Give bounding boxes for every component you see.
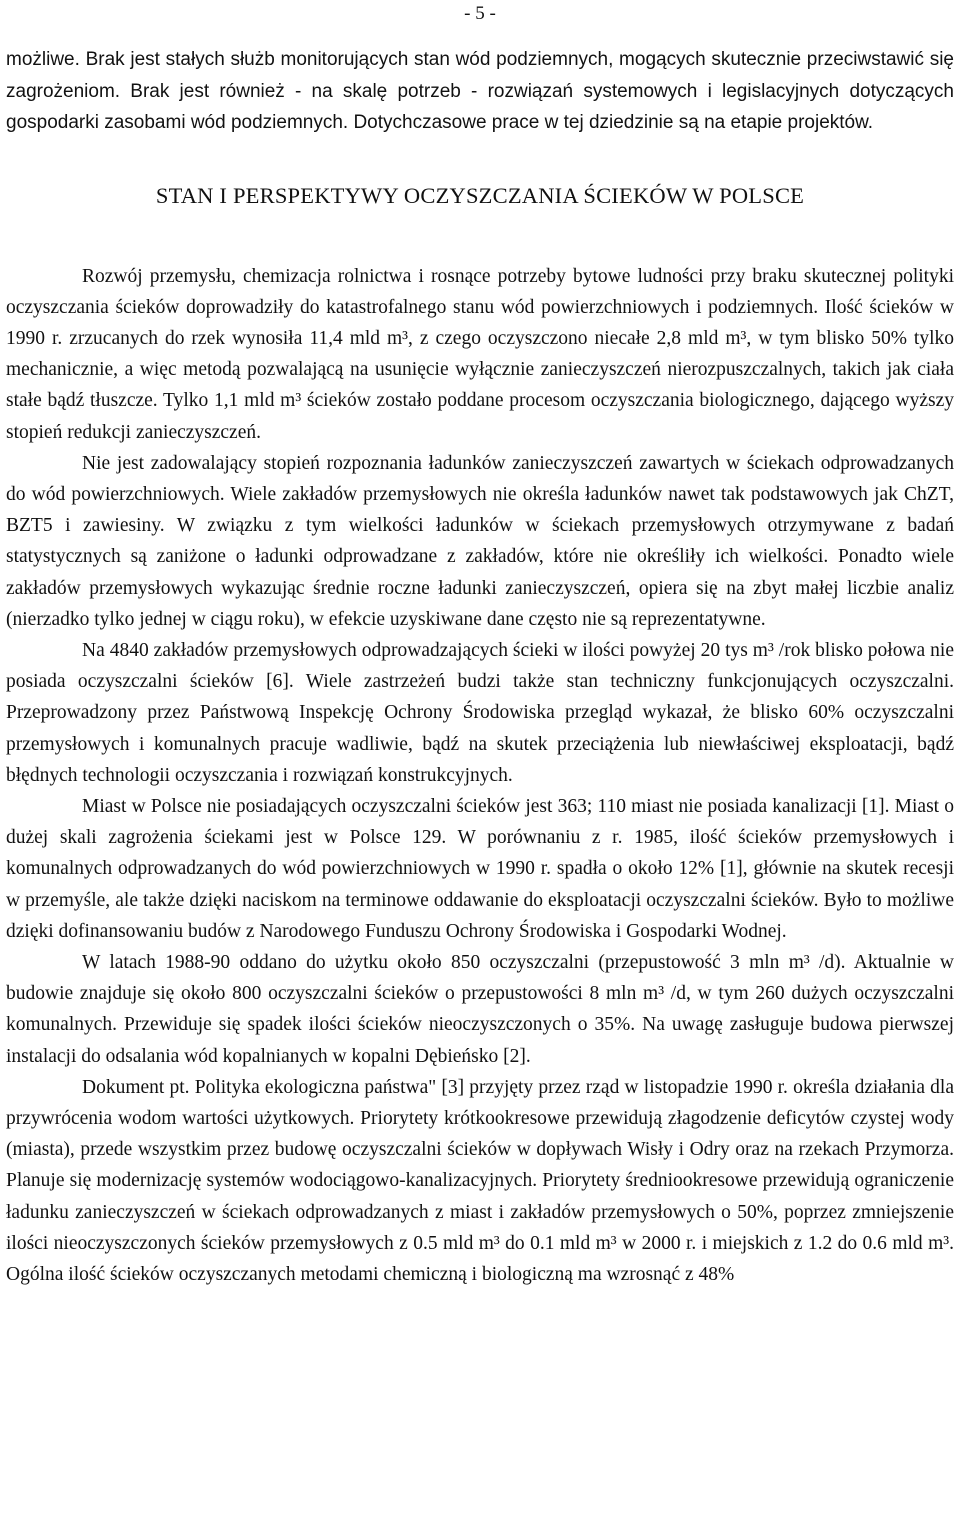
body-paragraph-1: Rozwój przemysłu, chemizacja rolnictwa i rosnące potrzeby bytowe ludności przy braku skutecznej polityki oczyszczania ścieków doprowadziły do katastrofalnego stanu wód powierzchniowych i podziemnych. Ilość ścieków w 1990 r. zrzucanych do rzek wynosiła 11,4 mld m³, z czego oczyszczono niecałe 2,8 mld m³, w tym blisko 50% tylko mechanicznie, a więc metodą pozwalającą na usunięcie wyłącznie zanieczyszczeń nierozpuszczalnych, takich jak ciała stałe bądź tłuszcze. Tylko 1,1 mld m³ ścieków zostało poddane procesom oczyszczania biologicznego, dającego wyższy stopień redukcji zanieczyszczeń. — [6, 265, 954, 443]
body-paragraph-6: Dokument pt. Polityka ekologiczna państwa" [3] przyjęty przez rząd w listopadzie 1990 r. określa działania dla przywrócenia wodom wartości użytkowych. Priorytety krótkookresowe przewidują złagodzenie deficytów czystej wody (miasta), przede wszystkim przez budowę oczyszczalni ścieków w dopływach Wisły i Odry oraz na rzekach Przymorza. Planuje się modernizację systemów wodociągowo-kanalizacyjnych. Priorytety średniookresowe przewidują ograniczenie ładunku zanieczyszczeń w ściekach odprowadzanych z miast i zakładów przemysłowych o 50%, poprzez zmniejszenie ilości nieoczyszczonych ścieków przemysłowych z 0.5 mld m³ do 0.1 mld m³ w 2000 r. i miejskich z 1.2 do 0.6 mld m³. Ogólna ilość ścieków oczyszczanych metodami chemiczną i biologiczną ma wzrosnąć z 48% — [6, 1076, 954, 1285]
body-paragraph-2: Nie jest zadowalający stopień rozpoznania ładunków zanieczyszczeń zawartych w ściekach odprowadzanych do wód powierzchniowych. Wiele zakładów przemysłowych nie określa ładunków nawet tak podstawowych jak ChZT, BZT5 i zawiesiny. W związku z tym wielkości ładunków w ściekach przemysłowych otrzymywane z badań statystycznych są zaniżone o ładunki odprowadzane z zakładów, które nie określiły ich wielkości. Ponadto wiele zakładów przemysłowych wykazując średnie roczne ładunki zanieczyszczeń, opiera się na zbyt małej liczbie analiz (nierzadko tylko jednej w ciągu roku), w efekcie uzyskiwane dane często nie są reprezentatywne. — [6, 452, 954, 630]
section-heading: STAN I PERSPEKTYWY OCZYSZCZANIA ŚCIEKÓW W POLSCE — [155, 182, 805, 208]
intro-paragraph: możliwe. Brak jest stałych służb monitorujących stan wód podziemnych, mogących skutecznie przeciwstawić się zagrożeniom. Brak jest również - na skalę potrzeb - rozwiązań systemowych i legislacyjnych dotyczących gospodarki zasobami wód podziemnych. Dotychczasowe prace w tej dziedzinie są na etapie projektów. — [6, 49, 954, 133]
page-number — [0, 2, 960, 26]
document-body — [6, 44, 954, 1290]
body-paragraph-3: Na 4840 zakładów przemysłowych odprowadzających ścieki w ilości powyżej 20 tys m³ /rok blisko połowa nie posiada oczyszczalni ścieków [6]. Wiele zastrzeżeń budzi także stan techniczny funkcjonujących oczyszczalni. Przeprowadzony przez Państwową Inspekcję Ochrony Środowiska przegląd wykazał, że blisko 60% oczyszczalni przemysłowych i komunalnych pracuje wadliwie, bądź na skutek przeciążenia lub niewłaściwej eksploatacji, bądź błędnych technologii oczyszczania i rozwiązań konstrukcyjnych. — [6, 639, 954, 786]
body-paragraph-5: W latach 1988-90 oddano do użytku około 850 oczyszczalni (przepustowość 3 mln m³ /d). Aktualnie w budowie znajduje się około 800 oczyszczalni ścieków o przepustowości 8 mln m³ /d, w tym 260 dużych oczyszczalni komunalnych. Przewiduje się spadek ilości ścieków nieoczyszczonych o 35%. Na uwagę zasługuje budowa pierwszej instalacji do odsalania wód kopalnianych w kopalni Dębieńsko [2]. — [6, 951, 954, 1067]
page-number-text: - 5 - — [464, 3, 496, 24]
body-paragraph-4: Miast w Polsce nie posiadających oczyszczalni ścieków jest 363; 110 miast nie posiada kanalizacji [1]. Miast o dużej skali zagrożenia ściekami jest w Polsce 129. W porównaniu z r. 1985, ilość ścieków przemysłowych i komunalnych odprowadzanych do wód powierzchniowych w 1990 r. spadła o około 12% [1], głównie na skutek recesji w przemyśle, ale także dzięki naciskom na terminowe oddawanie do eksploatacji oczyszczalni ścieków. Było to możliwe dzięki dofinansowaniu budów z Narodowego Funduszu Ochrony Środowiska i Gospodarki Wodnej. — [6, 795, 954, 942]
